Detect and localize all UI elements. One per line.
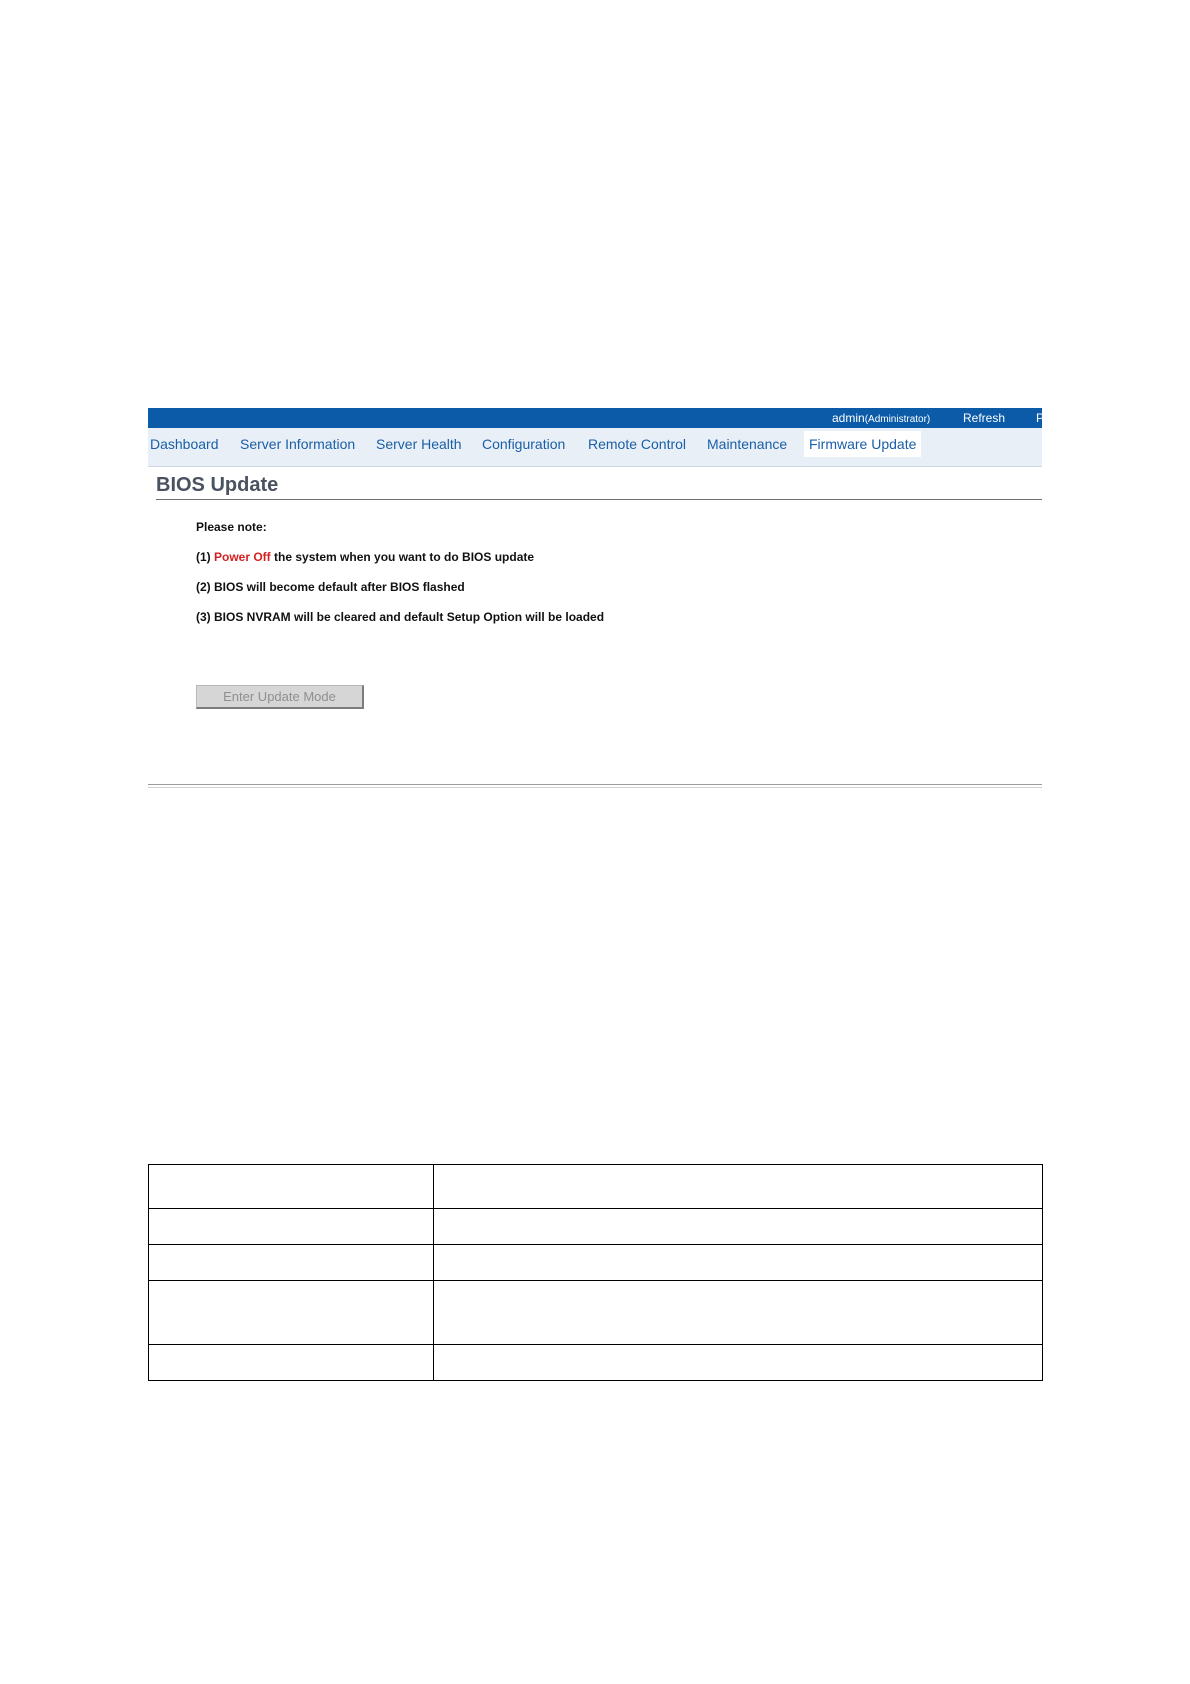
enter-update-mode-button[interactable]: Enter Update Mode	[196, 685, 364, 709]
table-cell	[149, 1345, 434, 1381]
note-1-prefix: (1)	[196, 550, 214, 564]
top-bar	[148, 408, 1045, 428]
nav-remote-control[interactable]: Remote Control	[588, 436, 687, 452]
nav-server-information[interactable]: Server Information	[240, 436, 356, 452]
table-cell	[434, 1165, 1043, 1209]
note-3: (3) BIOS NVRAM will be cleared and default Setup Option will be loaded	[196, 610, 605, 624]
table-cell	[149, 1209, 434, 1245]
note-1	[196, 550, 534, 564]
table-cell	[149, 1281, 434, 1345]
nav-firmware-update[interactable]: Firmware Update	[804, 431, 921, 457]
user-info	[832, 411, 930, 425]
username: admin	[832, 411, 865, 425]
nav-dashboard[interactable]: Dashboard	[150, 436, 219, 452]
table-row	[149, 1345, 1043, 1381]
note-1-text: the system when you want to do BIOS update	[270, 550, 535, 564]
table-row	[149, 1245, 1043, 1281]
note-2: (2) BIOS will become default after BIOS flashed	[196, 580, 465, 594]
table-cell	[149, 1165, 434, 1209]
user-role: (Administrator)	[864, 414, 931, 425]
note-heading: Please note:	[196, 520, 267, 534]
nav-server-health[interactable]: Server Health	[376, 436, 462, 452]
table-row	[149, 1165, 1043, 1209]
empty-table	[148, 1164, 1043, 1381]
table-cell	[434, 1345, 1043, 1381]
refresh-link[interactable]: Refresh	[963, 411, 1006, 425]
nav-configuration[interactable]: Configuration	[482, 436, 566, 452]
bios-update-screenshot	[148, 408, 1045, 788]
truncated-link[interactable]: P	[1036, 411, 1045, 425]
note-1-highlight: Power Off	[214, 550, 271, 564]
main-nav	[148, 428, 1042, 467]
table-cell	[434, 1209, 1043, 1245]
table-cell	[149, 1245, 434, 1281]
page-title: BIOS Update	[156, 474, 279, 496]
nav-maintenance[interactable]: Maintenance	[707, 436, 788, 452]
table-cell	[434, 1281, 1043, 1345]
table-row	[149, 1209, 1043, 1245]
table-row	[149, 1281, 1043, 1345]
title-divider	[156, 499, 1042, 500]
bottom-divider	[148, 784, 1042, 788]
table-cell	[434, 1245, 1043, 1281]
